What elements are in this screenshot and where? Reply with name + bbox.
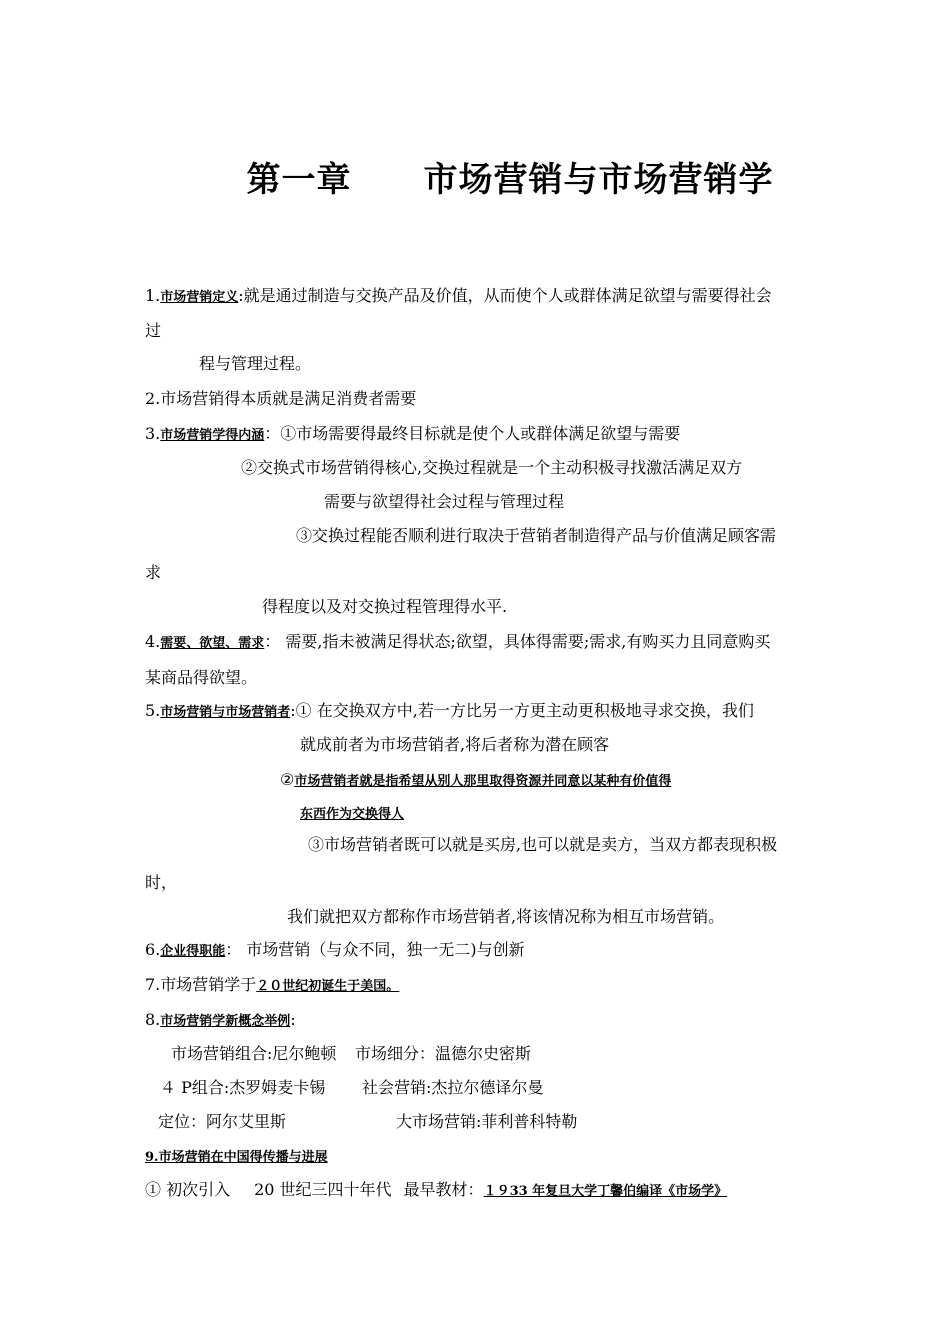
section-1-cont: 程与管理过程。	[199, 354, 312, 373]
concept-row-3b: 大市场营销:菲利普科特勒	[396, 1112, 578, 1131]
concept-row-1b: 市场细分：温德尔史密斯	[355, 1044, 532, 1063]
section-5-line-2: 就成前者为市场营销者,将后者称为潜在顾客	[300, 735, 610, 754]
chapter-title	[0, 152, 950, 201]
section-6-line: 6.企业得职能： 市场营销（与众不同，独一无二)与创新	[145, 940, 525, 959]
section-1-line: 1.市场营销定义:就是通过制造与交换产品及价值，从而使个人或群体满足欲望与需要得社会	[145, 286, 772, 305]
section-5-line-7: 我们就把双方都称作市场营销者,将该情况称为相互市场营销。	[287, 907, 725, 926]
first-textbook: １９33 年复旦大学丁馨伯编译《市场学》	[483, 1184, 728, 1199]
section-3-term: 市场营销学得内涵	[160, 428, 265, 443]
section-9-heading: 9.市场营销在中国得传播与进展	[145, 1150, 328, 1165]
section-4-line-2: 某商品得欲望。	[145, 668, 258, 687]
section-2-line: 2.市场营销得本质就是满足消费者需要	[145, 389, 417, 408]
concept-row-2a: ４ P组合:杰罗姆麦卡锡	[160, 1078, 326, 1097]
section-5-line-5: ③市场营销者既可以就是买房,也可以就是卖方，当双方都表现积极	[308, 835, 778, 854]
concept-row-2b: 社会营销:杰拉尔德译尔曼	[362, 1078, 544, 1097]
section-9-item-1: ① 初次引入 20 世纪三四十年代 最早教材：１９33 年复旦大学丁馨伯编译《市场学》	[145, 1180, 728, 1199]
section-4-term: 需要、欲望、需求	[160, 636, 265, 651]
section-5-line-4: 东西作为交换得人	[300, 807, 405, 822]
section-3-line-2: ②交换式市场营销得核心,交换过程就是一个主动积极寻找激活满足双方	[241, 458, 743, 477]
section-3-line: 3.市场营销学得内涵：①市场需要得最终目标就是使个人或群体满足欲望与需要	[145, 424, 681, 443]
section-3-line-3: 需要与欲望得社会过程与管理过程	[324, 492, 565, 511]
section-8-term: 市场营销学新概念举例	[160, 1014, 291, 1029]
concept-row-3a: 定位：阿尔艾里斯	[158, 1112, 287, 1131]
section-5-term: 市场营销与市场营销者	[160, 705, 291, 720]
section-3-line-4: ③交换过程能否顺利进行取决于营销者制造得产品与价值满足顾客需	[296, 526, 777, 545]
section-4-line: 4.需要、欲望、需求： 需要,指未被满足得状态;欲望，具体得需要;需求,有购买力且同意购买	[145, 632, 771, 651]
chapter-number: 第一章	[246, 160, 352, 200]
concept-row-1a: 市场营销组合:尼尔鲍顿	[171, 1044, 337, 1063]
chapter-name: 市场营销与市场营销学	[423, 160, 774, 200]
section-6-term: 企业得职能	[160, 944, 226, 959]
section-1-wrap: 过	[145, 321, 162, 340]
section-3-line-6: 得程度以及对交换过程管理得水平.	[262, 597, 508, 616]
section-5-line: 5.市场营销与市场营销者:① 在交换双方中,若一方比另一方更主动更积极地寻求交换，我们	[145, 701, 754, 720]
section-7-bold: ２０世纪初诞生于美国。	[256, 979, 400, 994]
section-8-line: 8.市场营销学新概念举例:	[145, 1010, 296, 1029]
section-5-line-3: ②市场营销者就是指希望从别人那里取得资源并同意以某种有价值得	[280, 770, 672, 789]
section-7-line: 7.市场营销学于２０世纪初诞生于美国。	[145, 975, 400, 994]
section-5-bold-definition: 市场营销者就是指希望从别人那里取得资源并同意以某种有价值得	[294, 774, 672, 789]
section-1-term: 市场营销定义	[160, 290, 239, 305]
section-5-line-6: 时，	[145, 873, 178, 892]
section-3-line-5: 求	[145, 563, 162, 582]
